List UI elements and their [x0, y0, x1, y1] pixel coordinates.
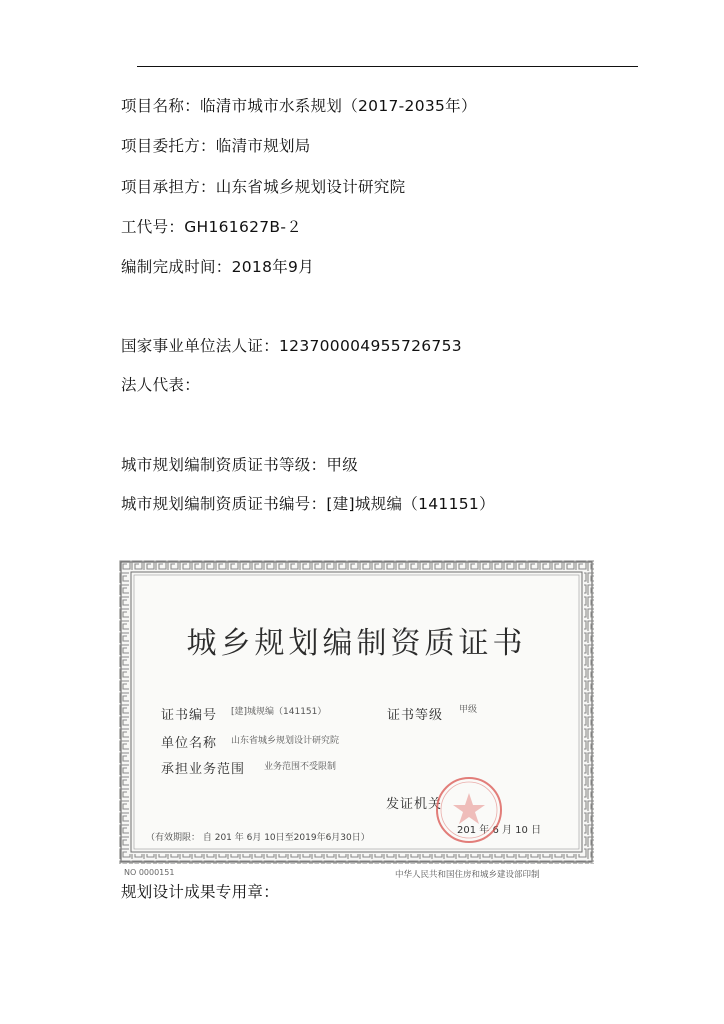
issue-date: 201 年 6 月 10 日	[457, 825, 542, 836]
work-number-line: 工代号：GH161627B-２	[121, 218, 303, 236]
header-rule	[137, 66, 638, 67]
certificate-serial: NO 0000151	[124, 868, 175, 877]
contractor-line: 项目承担方：山东省城乡规划设计研究院	[121, 178, 406, 196]
validity-period: （有效期限： 自 201 年 6月 10日至2019年6月30日）	[146, 833, 370, 843]
qualification-grade-line: 城市规划编制资质证书等级：甲级	[121, 456, 359, 474]
client-line: 项目委托方：临清市规划局	[121, 137, 311, 155]
qualification-number-line: 城市规划编制资质证书编号：[建]城规编（141151）	[121, 495, 495, 513]
certificate-title: 城乡规划编制资质证书	[186, 626, 527, 661]
official-seal-icon	[434, 775, 504, 845]
legal-certificate-line: 国家事业单位法人证：12370000495572675​3	[121, 337, 462, 355]
issuer-label: 发证机关	[386, 797, 443, 812]
qualification-certificate	[119, 560, 594, 864]
business-scope-label: 承担业务范围	[161, 762, 246, 777]
seal-line: 规划设计成果专用章：	[121, 883, 280, 901]
unit-name-label: 单位名称	[161, 736, 218, 751]
legal-representative-line: 法人代表：	[121, 376, 201, 394]
cert-grade-label: 证书等级	[387, 708, 444, 723]
cert-number-value: [建]城规编（141151）	[231, 707, 327, 717]
cert-grade-value: 甲级	[459, 705, 478, 715]
certificate-footer: 中华人民共和国住房和城乡建设部印制	[395, 870, 540, 880]
completion-date-line: 编制完成时间：2018年9月	[121, 258, 315, 276]
project-name-line: 项目名称：临清市城市水系规划（2017-2035年）	[121, 97, 477, 115]
unit-name-value: 山东省城乡规划设计研究院	[231, 736, 340, 746]
cert-number-label: 证书编号	[161, 708, 218, 723]
business-scope-value: 业务范围不受限制	[264, 762, 337, 772]
